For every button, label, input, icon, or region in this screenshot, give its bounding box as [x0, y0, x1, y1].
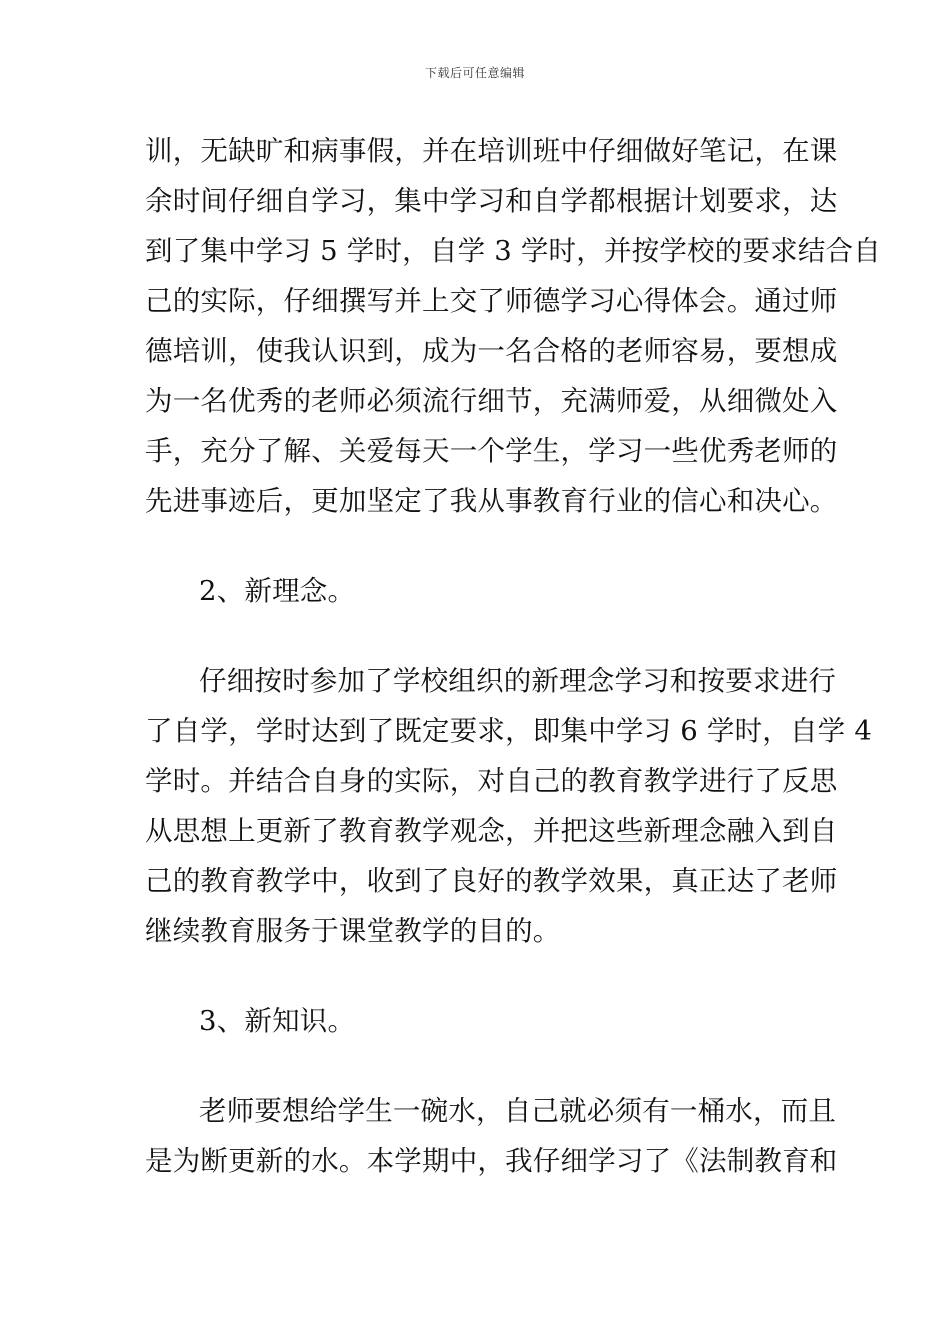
text-line: 了自学，学时达到了既定要求，即集中学习 6 学时，自学 4: [145, 715, 873, 747]
text-line: 余时间仔细自学习，集中学习和自学都根据计划要求，达: [145, 185, 838, 217]
text-line: 到了集中学习 5 学时，自学 3 学时，并按学校的要求结合自: [145, 235, 881, 267]
text-line: 老师要想给学生一碗水，自己就必须有一桶水，而且: [199, 1095, 837, 1127]
paragraph-spacer: [145, 616, 815, 656]
paragraph-teacher-ethics: [145, 126, 881, 526]
document-body: [145, 126, 881, 1186]
text-line: 训，无缺旷和病事假，并在培训班中仔细做好笔记，在课: [145, 135, 838, 167]
text-line: 仔细按时参加了学校组织的新理念学习和按要求进行: [199, 665, 837, 697]
paragraph-spacer: [145, 526, 815, 566]
page-header: 下载后可任意编辑: [424, 66, 525, 80]
paragraph-new-concepts: [145, 656, 873, 956]
paragraph-new-knowledge: [145, 1086, 838, 1186]
text-line: 先进事迹后，更加坚定了我从事教育行业的信心和决心。: [145, 485, 838, 517]
text-line: 德培训，使我认识到，成为一名合格的老师容易，要想成: [145, 335, 838, 367]
text-line: 己的教育教学中，收到了良好的教学效果，真正达了老师: [145, 865, 838, 897]
text-line: 学时。并结合自身的实际，对自己的教育教学进行了反思: [145, 765, 838, 797]
text-line: 继续教育服务于课堂教学的目的。: [145, 915, 561, 947]
text-line: 是为断更新的水。本学期中，我仔细学习了《法制教育和: [145, 1145, 838, 1177]
text-line: 从思想上更新了教育教学观念，并把这些新理念融入到自: [145, 815, 838, 847]
text-line: 己的实际，仔细撰写并上交了师德学习心得体会。通过师: [145, 285, 838, 317]
section-heading-new-concepts: 2、新理念。: [199, 575, 356, 607]
paragraph-spacer: [145, 956, 815, 996]
text-line: 为一名优秀的老师必须流行细节，充满师爱，从细微处入: [145, 385, 838, 417]
text-line: 手，充分了解、关爱每天一个学生，学习一些优秀老师的: [145, 435, 838, 467]
section-heading-new-knowledge: 3、新知识。: [199, 1005, 356, 1037]
paragraph-spacer: [145, 1046, 815, 1086]
